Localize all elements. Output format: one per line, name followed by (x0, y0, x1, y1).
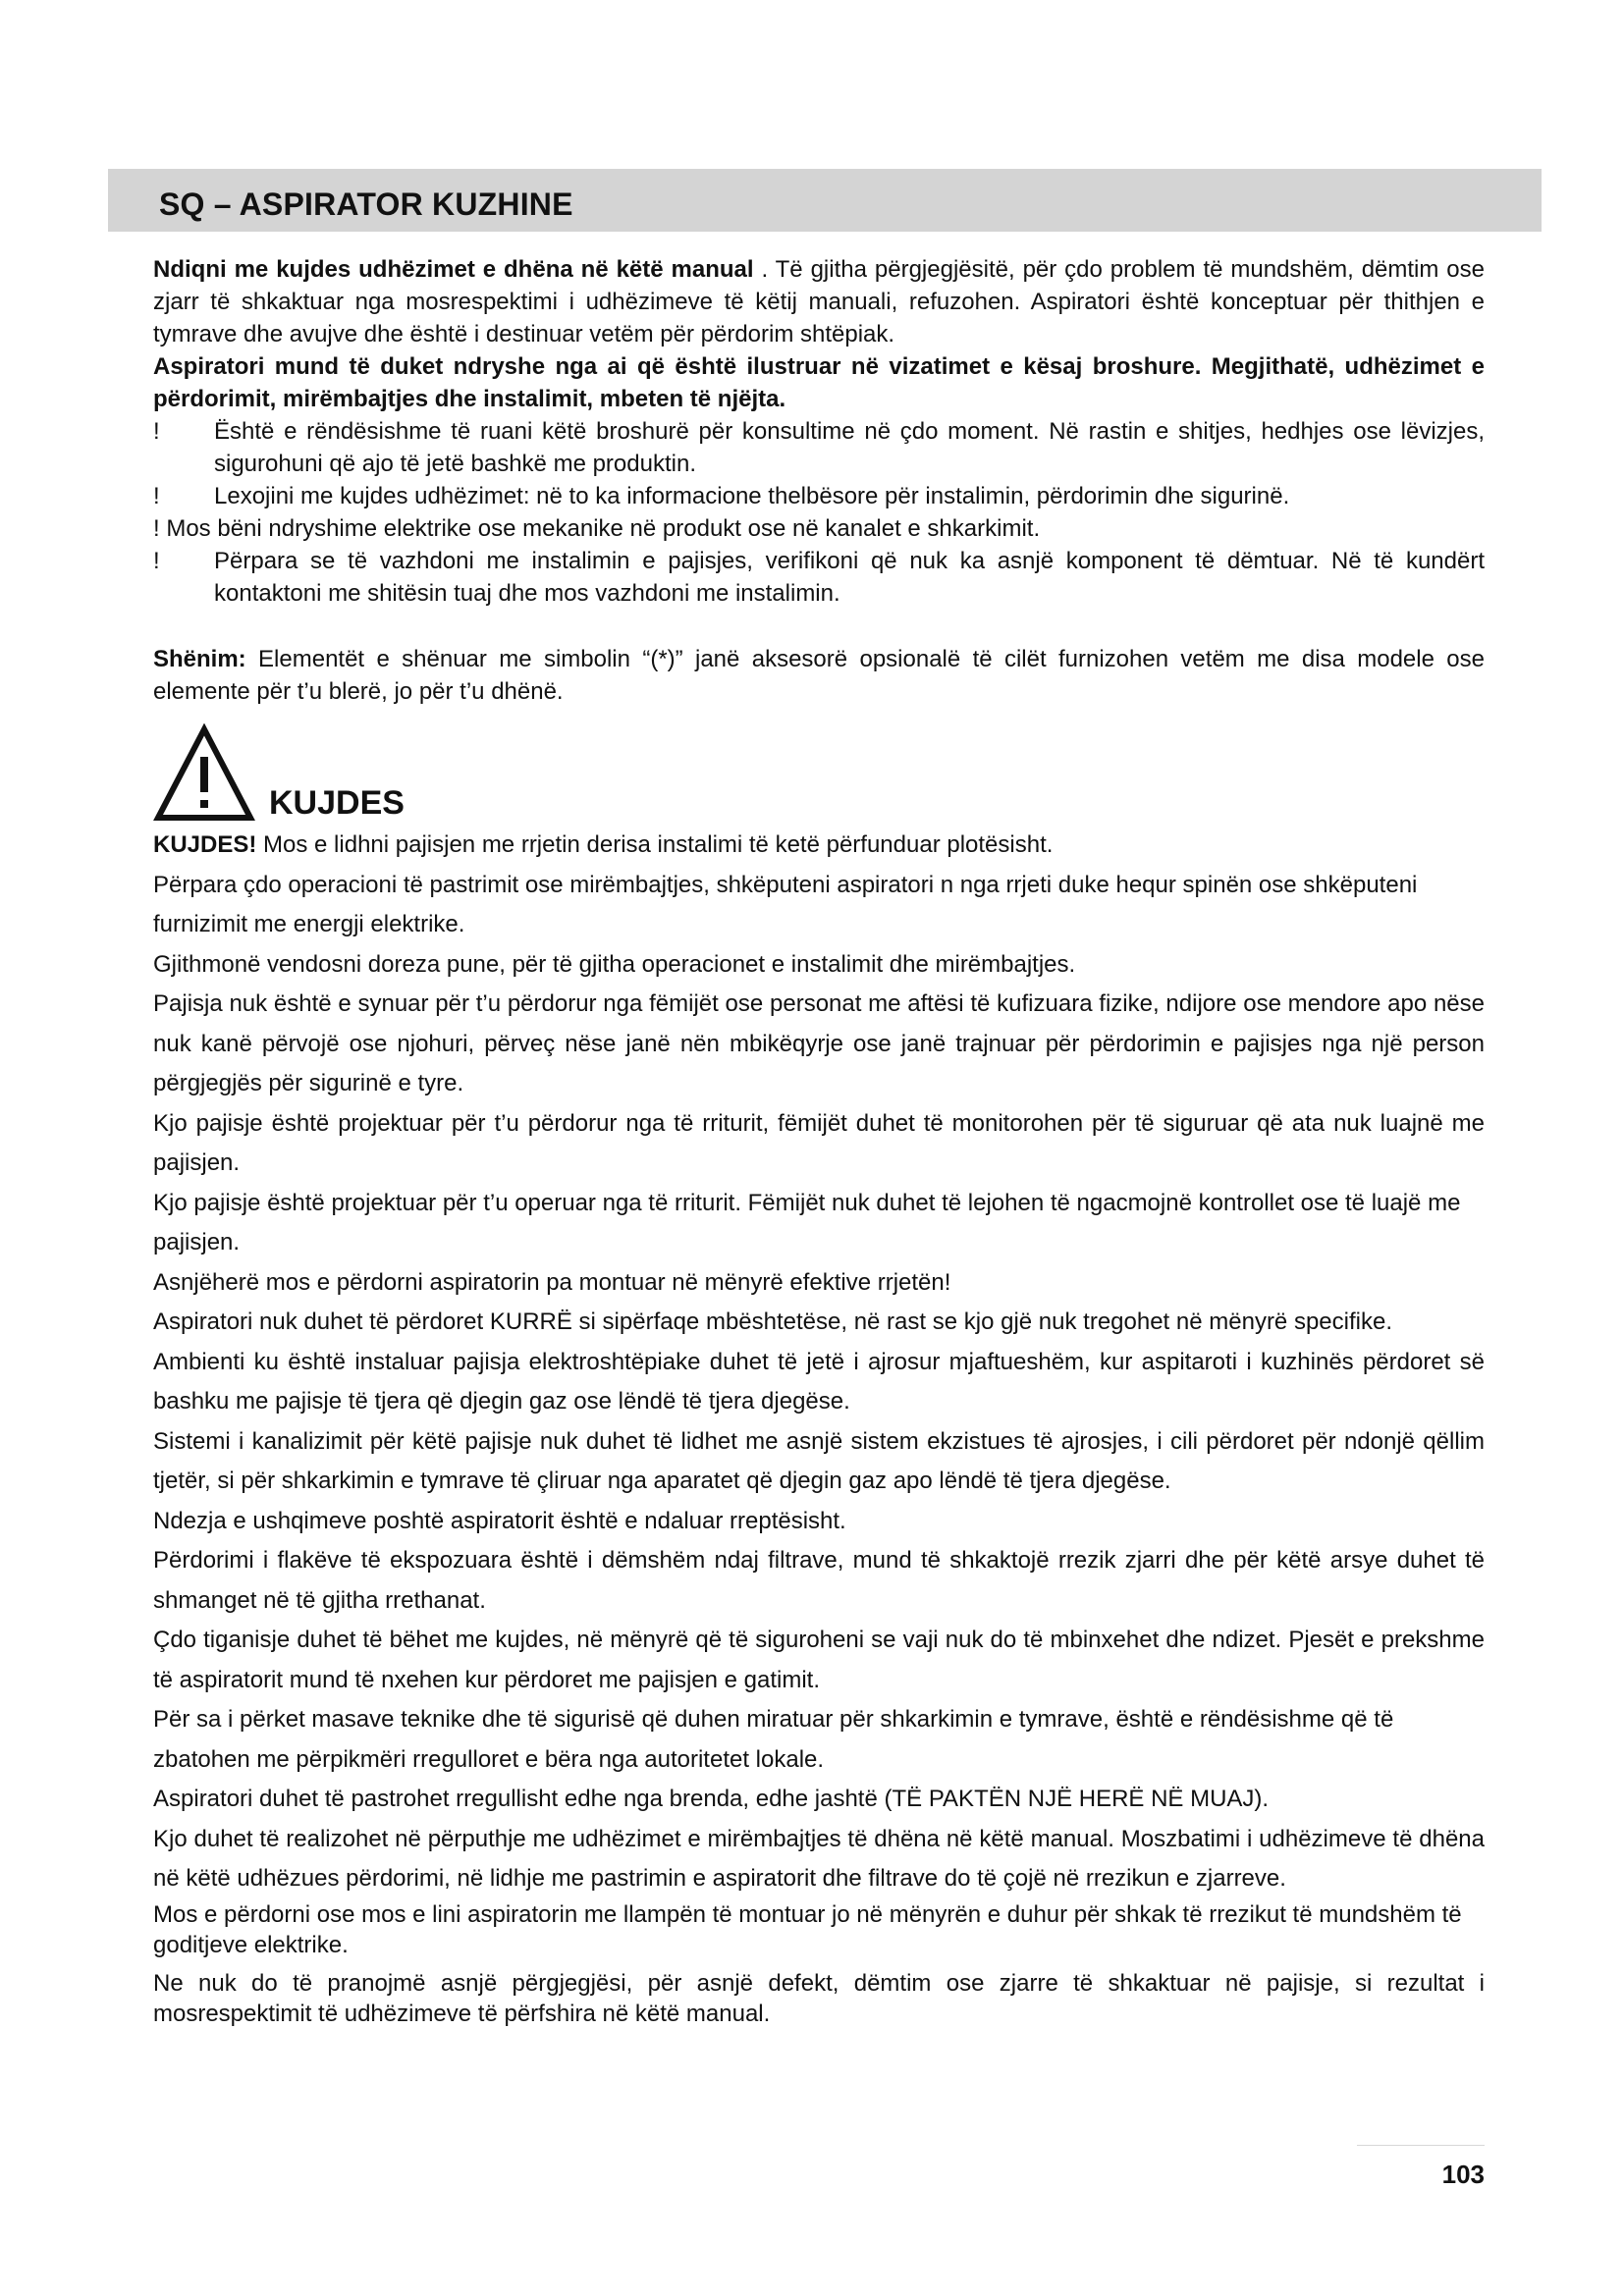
warning-paragraph: Pajisja nuk është e synuar për t’u përdorur nga fëmijët ose personat me aftësi të kufizuara fizike, ndijore ose mendore apo nëse nuk kanë përvojë ose njohuri, përveç nëse janë nën mbikëqyrje ose janë trajnuar për përdorimin e pajisjes nga një person përgjegjës për sigurinë e tyre. (153, 990, 1485, 1096)
note-label: Shënim: (153, 646, 246, 672)
warning-first-bold: KUJDES! (153, 831, 257, 858)
warning-paragraph: Çdo tiganisje duhet të bëhet me kujdes, në mënyrë që të siguroheni se vaji nuk do të mbinxehet dhe ndizet. Pjesët e prekshme të aspiratorit mund të nxehen kur përdoret me pajisjen e gatimit. (153, 1627, 1485, 1693)
section-header-bar (108, 169, 1542, 232)
bullet-item (153, 415, 1485, 480)
warning-body (153, 826, 1485, 2029)
intro-lead: Ndiqni me kujdes udhëzimet e dhëna në këtë manual (153, 256, 754, 283)
bullet-text: Lexojini me kujdes udhëzimet: në to ka informacione thelbësore për instalimin, përdorimin dhe sigurinë. (214, 483, 1290, 509)
warning-paragraph: Për sa i përket masave teknike dhe të sigurisë që duhen miratuar për shkarkimin e tymrave, është e rëndësishme që të zbatohen me përpikmëri rregulloret e bëra nga autoritetet lokale. (153, 1706, 1394, 1773)
warning-paragraph: Ambienti ku është instaluar pajisja elektroshtëpiake duhet të jetë i ajrosur mjaftueshëm, kur aspitaroti i kuzhinës përdoret së bashku me pajisje të tjera që djegin gaz ose lëndë të tjera djegëse. (153, 1348, 1485, 1415)
intro-bold-paragraph: Aspiratori mund të duket ndryshe nga ai që është ilustruar në vizatimet e kësaj broshure. Megjithatë, udhëzimet e përdorimit, mirëmbajtjes dhe instalimit, mbeten të njëjta. (153, 353, 1485, 412)
warning-paragraph: Aspiratori nuk duhet të përdoret KURRË si sipërfaqe mbështetëse, në rast se kjo gjë nuk tregohet në mënyrë specifike. (153, 1308, 1392, 1335)
warning-paragraph: Përdorimi i flakëve të ekspozuara është i dëmshëm ndaj filtrave, mund të shkaktojë rrezik zjarri dhe për këtë arsye duhet të shmanget në të gjitha rrethanat. (153, 1547, 1485, 1614)
warning-first-rest: Mos e lidhni pajisjen me rrjetin derisa instalimi të ketë përfunduar plotësisht. (256, 831, 1054, 858)
bullet-item (153, 545, 1485, 610)
warning-first-line (153, 826, 1485, 866)
page-number: 103 (1441, 2160, 1485, 2189)
bullet-text: Mos bëni ndryshime elektrike ose mekanike në produkt ose në kanalet e shkarkimit. (166, 515, 1041, 542)
intro-paragraph (153, 253, 1485, 350)
exclamation-mark: ! (153, 418, 160, 445)
bullet-text: Përpara se të vazhdoni me instalimin e pajisjes, verifikoni që nuk ka asnjë komponent të dëmtuar. Në të kundërt kontaktoni me shitësin tuaj dhe mos vazhdoni me instalimin. (214, 548, 1485, 607)
intro-rest: . Të gjitha përgjegjësitë, për çdo problem të mundshëm, dëmtim ose zjarr të shkaktuar nga mosrespektimi i udhëzimeve të këtij manuali, refuzohen. Aspiratori është konceptuar për thithjen e tymrave dhe avujve dhe është i destinuar vetëm për përdorim shtëpiak. (153, 256, 1486, 347)
warning-paragraph: Asnjëherë mos e përdorni aspiratorin pa montuar në mënyrë efektive rrjetën! (153, 1268, 951, 1296)
warning-paragraph: Kjo pajisje është projektuar për t’u përdorur nga të rriturit, fëmijët duhet të monitorohen për të siguruar që ata nuk luajnë me pajisjen. (153, 1109, 1485, 1176)
warning-triangle-icon (153, 723, 255, 826)
exclamation-mark: ! (153, 515, 160, 542)
warning-paragraph: Ndezja e ushqimeve poshtë aspiratorit është e ndaluar rreptësisht. (153, 1507, 846, 1534)
warning-paragraph: Gjithmonë vendosni doreza pune, për të gjitha operacionet e instalimit dhe mirëmbajtjes. (153, 950, 1076, 978)
warning-heading (153, 716, 1485, 826)
document-body (153, 253, 1485, 2029)
warning-paragraph: Kjo duhet të realizohet në përputhje me udhëzimet e mirëmbajtjes të dhëna në këtë manual. Moszbatimi i udhëzimeve të dhëna në këtë udhëzues përdorimi, në lidhje me pastrimin e aspiratorit dhe filtrave do të çojë në rrezikun e zjarreve. (153, 1825, 1485, 1892)
bullet-item-inline (153, 512, 1485, 545)
section-title: SQ – ASPIRATOR KUZHINE (159, 187, 573, 222)
warning-title: KUJDES (269, 784, 405, 822)
exclamation-mark: ! (153, 548, 160, 574)
warning-paragraph: Përpara çdo operacioni të pastrimit ose mirëmbajtjes, shkëputeni aspiratori n nga rrjeti duke hequr spinën ose shkëputeni furnizimit me energji elektrike. (153, 871, 1418, 937)
note-paragraph (153, 643, 1485, 708)
warning-paragraph: Sistemi i kanalizimit për këtë pajisje nuk duhet të lidhet me asnjë sistem ekzistues të ajrosjes, i cili përdoret për ndonjë qëllim tjetër, si për shkarkimin e tymrave të çliruar nga aparatet që djegin gaz apo lëndë të tjera djegëse. (153, 1427, 1485, 1494)
exclamation-mark: ! (153, 483, 160, 509)
footer-divider (1357, 2145, 1485, 2146)
note-text: Elementët e shënuar me simbolin “(*)” janë aksesorë opsionalë të cilët furnizohen vetëm me disa modele ose elemente për t’u blerë, jo për t’u dhënë. (153, 646, 1485, 705)
bullet-item (153, 480, 1485, 512)
warning-paragraph: Ne nuk do të pranojmë asnjë përgjegjësi, për asnjë defekt, dëmtim ose zjarre të shkaktuar në pajisje, si rezultat i mosrespektimit të udhëzimeve të përfshira në këtë manual. (153, 1969, 1485, 2027)
warning-paragraph: Kjo pajisje është projektuar për t’u operuar nga të rriturit. Fëmijët nuk duhet të lejohen të ngacmojnë kontrollet ose të luajë me pajisjen. (153, 1189, 1461, 1255)
warning-paragraph: Aspiratori duhet të pastrohet rregullisht edhe nga brenda, edhe jashtë (TË PAKTËN NJË HERË NË MUAJ). (153, 1786, 1270, 1812)
warning-paragraph: Mos e përdorni ose mos e lini aspiratorin me llampën të montuar jo në mënyrën e duhur për shkak të rrezikut të mundshëm të goditjeve elektrike. (153, 1900, 1462, 1958)
bullet-text: Është e rëndësishme të ruani këtë broshurë për konsultime në çdo moment. Në rastin e shitjes, hedhjes ose lëvizjes, sigurohuni që ajo të jetë bashkë me produktin. (214, 418, 1485, 477)
